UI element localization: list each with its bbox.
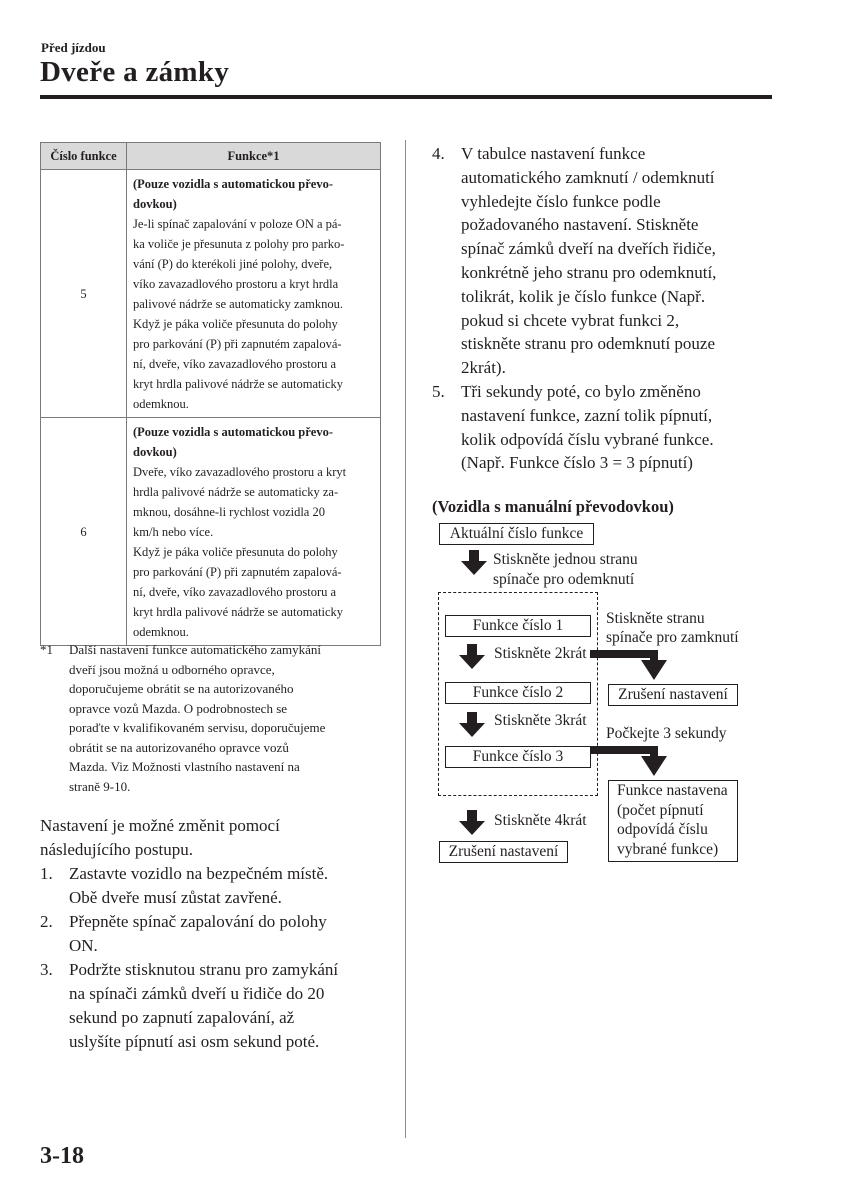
step-line: požadovaného nastavení. Stiskněte	[461, 215, 699, 235]
flow-diagram	[430, 520, 790, 870]
down-arrow-icon	[460, 550, 488, 576]
down-arrow-icon	[458, 712, 486, 738]
function-1-box: Funkce číslo 1	[445, 615, 591, 637]
step-line: automatického zamknutí / odemknutí	[461, 167, 715, 187]
step-line: 2krát).	[461, 358, 506, 378]
footnote-line: dveří jsou možná u odborného opravce,	[69, 661, 275, 677]
step-line: stiskněte stranu pro odemknutí pouze	[461, 334, 716, 354]
down-arrow-icon	[458, 644, 486, 670]
step-line: Přepněte spínač zapalování do polohy	[69, 912, 327, 931]
description-line: pro parkování (P) při zapnutém zapalová-	[133, 565, 342, 579]
description-line: pro parkování (P) při zapnutém zapalová-	[133, 337, 342, 351]
page-number: 3-18	[40, 1143, 84, 1169]
step-item	[40, 862, 385, 910]
footnote-line: Mazda. Viz Možnosti vlastního nastavení na	[69, 759, 300, 774]
step-item	[40, 958, 385, 1054]
function-number: 5	[41, 170, 127, 418]
description-heading: dovkou)	[133, 445, 177, 459]
description-line: Dveře, víko zavazadlového prostoru a kryt	[133, 465, 347, 479]
step-line: Obě dveře musí zůstat zavřené.	[69, 888, 282, 907]
procedure-right	[432, 142, 792, 475]
footnote-line: obrátit se na autorizovaného opravce vozů	[69, 739, 289, 755]
function-set-line: Funkce nastavena	[617, 782, 728, 799]
step-line: ON.	[69, 936, 98, 955]
function-2-box: Funkce číslo 2	[445, 682, 591, 704]
step-number: 2.	[40, 912, 53, 931]
description-line: mknou, dosáhne-li rychlost vozidla 20	[133, 505, 325, 519]
step-line: na spínači zámků dveří u řidiče do 20	[69, 984, 325, 1003]
steps-list	[40, 862, 385, 1054]
footnote-line: doporučujeme obrátit se na autorizovaného	[69, 681, 294, 696]
step-item	[432, 380, 792, 475]
branch-arrow-icon	[590, 650, 670, 682]
function-description	[127, 170, 381, 418]
press-2-label: Stiskněte 2krát	[494, 645, 587, 662]
description-line: ní, dveře, víko zavazadlového prostoru a	[133, 585, 337, 599]
title-rule	[40, 95, 772, 99]
description-line: vání (P) do kterékoli jiné polohy, dveře,	[133, 257, 333, 271]
press-lock-label: spínače pro zamknutí	[606, 629, 739, 646]
press-once-label: spínače pro odemknutí	[493, 571, 635, 588]
page-title: Dveře a zámky	[40, 56, 230, 88]
step-line: kolik odpovídá číslu vybrané funkce.	[461, 429, 714, 449]
cancel-setting-right-box: Zrušení nastavení	[608, 684, 738, 706]
function-set-box	[608, 780, 738, 862]
footnote-line: poraďte v kvalifikovaném servisu, doporučujeme	[69, 720, 326, 735]
step-line: uslyšíte pípnutí asi osm sekund poté.	[69, 1032, 320, 1051]
down-arrow-icon	[458, 810, 486, 836]
step-number: 1.	[40, 864, 53, 883]
function-set-line: vybrané funkce)	[617, 840, 719, 858]
intro-line: následujícího postupu.	[40, 840, 193, 859]
description-line: km/h nebo více.	[133, 525, 214, 539]
cancel-setting-bottom-box: Zrušení nastavení	[439, 841, 568, 863]
footnote-line: Další nastavení funkce automatického zamykání	[69, 642, 321, 657]
step-line: Tři sekundy poté, co bylo změněno	[461, 381, 701, 401]
step-line: nastavení funkce, zazní tolik pípnutí,	[461, 405, 713, 425]
function-set-line: odpovídá číslu	[617, 821, 708, 838]
step-line: Zastavte vozidlo na bezpečném místě.	[69, 864, 329, 883]
diagram-heading: (Vozidla s manuální převodovkou)	[432, 497, 674, 516]
step-line: tolikrát, kolik je číslo funkce (Např.	[461, 286, 706, 306]
step-item	[40, 910, 385, 958]
step-line: sekund po zapnutí zapalování, až	[69, 1008, 295, 1027]
footnote-line: straně 9-10.	[69, 778, 131, 794]
procedure-left	[40, 814, 385, 1054]
description-line: Je-li spínač zapalování v poloze ON a pá-	[133, 217, 342, 231]
step-line: Podržte stisknutou stranu pro zamykání	[69, 960, 339, 979]
step-line: V tabulce nastavení funkce	[461, 144, 646, 163]
intro-line: Nastavení je možné změnit pomocí	[40, 816, 280, 835]
description-line: Když je páka voliče přesunuta do polohy	[133, 317, 338, 331]
step-number: 3.	[40, 960, 53, 979]
table-row	[41, 418, 381, 646]
description-line: odemknou.	[133, 625, 189, 639]
step-item	[432, 142, 792, 380]
description-line: ka voliče je přesunuta z polohy pro parko-	[133, 237, 345, 251]
current-function-box: Aktuální číslo funkce	[439, 523, 594, 545]
press-3-label: Stiskněte 3krát	[494, 712, 587, 729]
description-line: Když je páka voliče přesunuta do polohy	[133, 545, 338, 559]
function-table	[40, 142, 381, 646]
footnote-line: opravce vozů Mazda. O podrobnostech se	[69, 700, 288, 716]
step-number: 4.	[432, 144, 445, 163]
press-4-label: Stiskněte 4krát	[494, 812, 587, 829]
table-header-function: Funkce*1	[127, 143, 381, 170]
step-line: (Např. Funkce číslo 3 = 3 pípnutí)	[461, 453, 693, 473]
step-line: vyhledejte číslo funkce podle	[461, 191, 661, 211]
section-label: Před jízdou	[41, 40, 106, 55]
press-once-label: Stiskněte jednou stranu	[493, 551, 638, 568]
description-line: kryt hrdla palivové nádrže se automaticky	[133, 377, 343, 391]
description-line: hrdla palivové nádrže se automaticky za-	[133, 485, 339, 499]
wait-label: Počkejte 3 sekundy	[606, 725, 727, 742]
step-number: 5.	[432, 381, 445, 401]
function-set-line: (počet pípnutí	[617, 801, 704, 819]
description-line: odemknou.	[133, 397, 189, 411]
description-heading: (Pouze vozidla s automatickou převo-	[133, 177, 333, 191]
function-description	[127, 418, 381, 646]
step-line: konkrétně jeho stranu pro odemknutí,	[461, 262, 717, 282]
description-line: víko zavazadlového prostoru a kryt hrdla	[133, 277, 339, 291]
step-line: spínač zámků dveří na dveřích řidiče,	[461, 239, 716, 259]
branch-arrow-icon	[590, 746, 670, 778]
description-line: kryt hrdla palivové nádrže se automaticky	[133, 605, 343, 619]
footnote-mark: *1	[40, 642, 53, 657]
step-line: pokud si chcete vybrat funkci 2,	[461, 310, 680, 330]
column-divider	[405, 140, 406, 1138]
function-number: 6	[41, 418, 127, 646]
table-header-row	[41, 143, 381, 170]
function-3-box: Funkce číslo 3	[445, 746, 591, 768]
description-heading: dovkou)	[133, 197, 177, 211]
table-row	[41, 170, 381, 418]
description-line: ní, dveře, víko zavazadlového prostoru a	[133, 357, 337, 371]
table-header-number: Číslo funkce	[41, 143, 127, 170]
press-lock-label: Stiskněte stranu	[606, 610, 705, 627]
description-line: palivové nádrže se automaticky zamknou.	[133, 297, 343, 311]
description-heading: (Pouze vozidla s automatickou převo-	[133, 425, 333, 439]
footnote	[40, 640, 385, 796]
